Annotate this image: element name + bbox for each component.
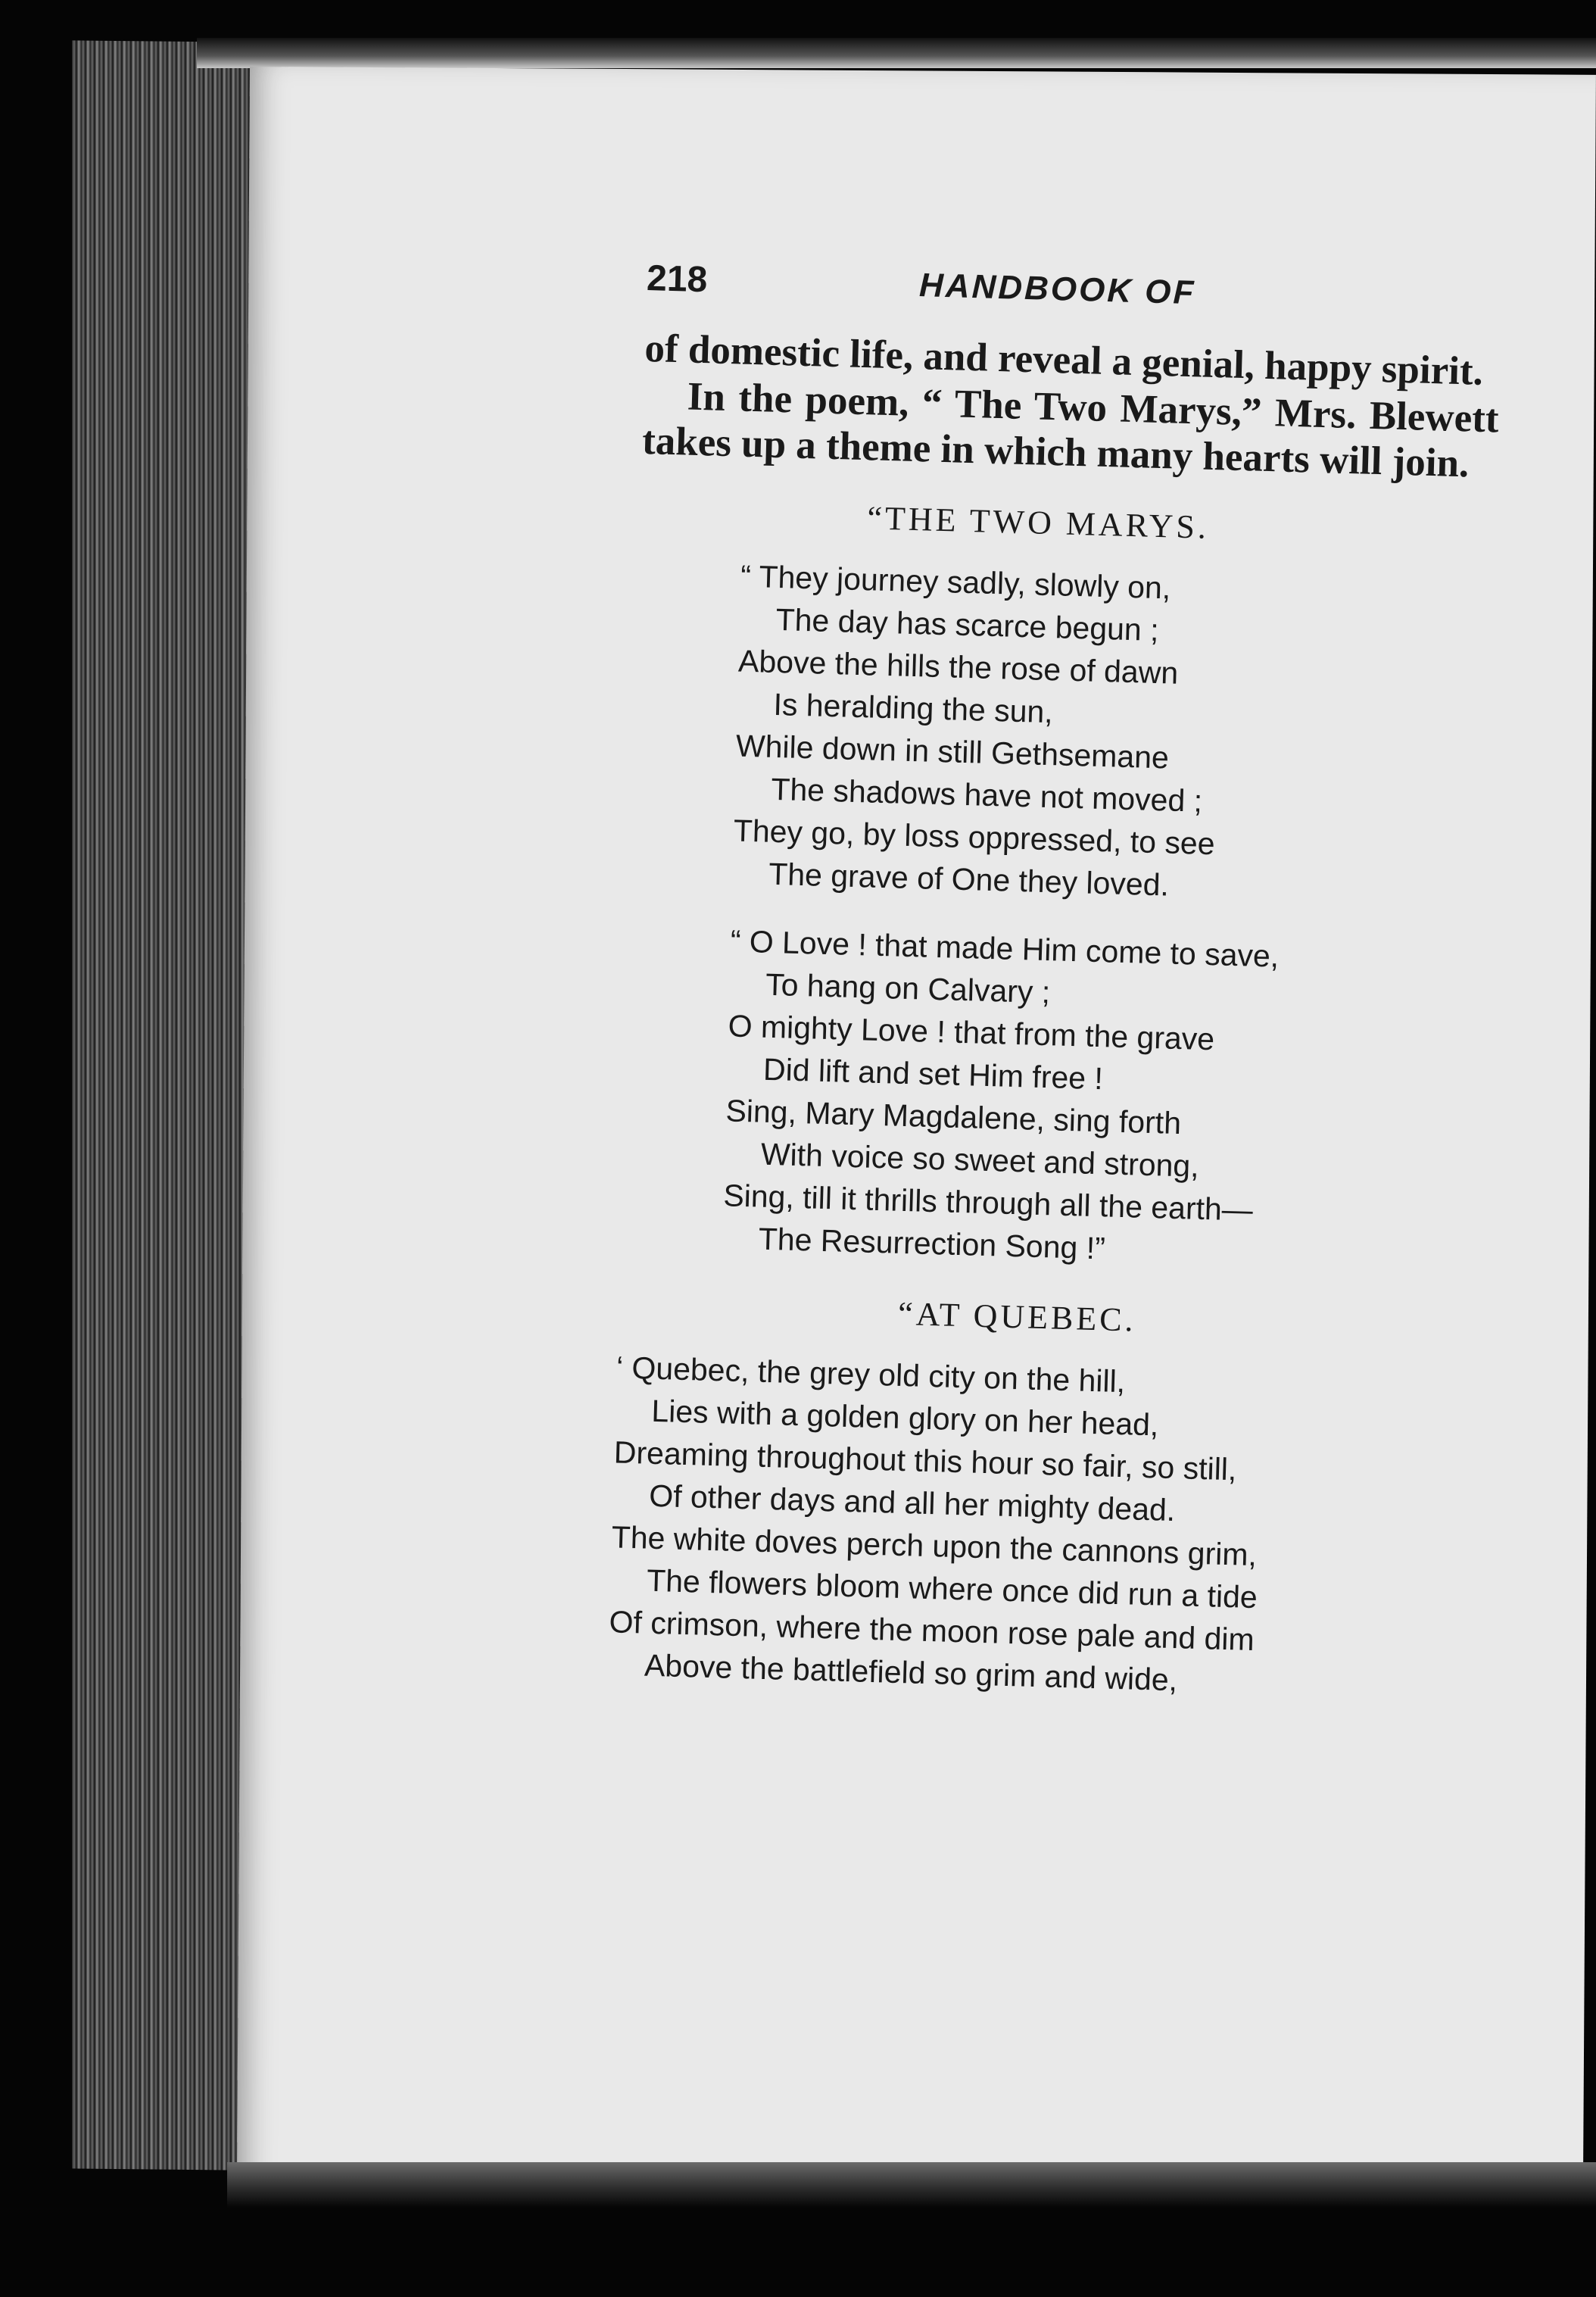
poem-stanza-2 xyxy=(619,917,1484,1280)
poem-line: The grave of One they loved. xyxy=(768,856,1170,903)
poem-line: The white doves perch upon the cannons grim, xyxy=(611,1519,1258,1573)
poem-line: To hang on Calvary ; xyxy=(765,966,1051,1010)
poem-line: The shadows have not moved ; xyxy=(770,771,1203,819)
poem-line: The flowers bloom where once did run a tide xyxy=(646,1562,1258,1615)
poem-line: They go, by loss oppressed, to see xyxy=(733,813,1216,862)
poem-stanza-1 xyxy=(630,552,1495,915)
poem-line: With voice so sweet and strong, xyxy=(760,1136,1200,1184)
page-content xyxy=(606,257,1502,1735)
poem-line: Above the hills the rose of dawn xyxy=(737,643,1179,691)
poem-line: Above the battlefield so grim and wide, xyxy=(644,1647,1178,1698)
paragraph-1: of domestic life, and reveal a genial, happy spirit. xyxy=(644,326,1484,394)
poem-line: Of crimson, where the moon rose pale and dim xyxy=(609,1604,1255,1658)
poem-line: While down in still Gethsemane xyxy=(735,728,1170,776)
poem-line: Lies with a golden glory on her head, xyxy=(650,1393,1159,1443)
poem-line: Of other days and all her mighty dead. xyxy=(648,1478,1176,1528)
poem-line: Is heralding the sun, xyxy=(772,686,1054,730)
page-bottom-shadow xyxy=(227,2162,1596,2208)
poem-line: Dreaming throughout this hour so fair, so still, xyxy=(613,1434,1237,1487)
poem-title-two-marys: “THE TWO MARYS. xyxy=(866,499,1210,546)
poem-line: O mighty Love ! that from the grave xyxy=(728,1008,1215,1057)
poem-line: Sing, till it thrills through all the earth— xyxy=(722,1178,1254,1228)
poem-line: Sing, Mary Magdalene, sing forth xyxy=(725,1093,1182,1141)
page-number: 218 xyxy=(646,257,709,301)
poem-title-at-quebec: “AT QUEBEC. xyxy=(897,1294,1137,1339)
poem-line: “ They journey sadly, slowly on, xyxy=(740,558,1171,606)
poem-line: The Resurrection Song !” xyxy=(758,1221,1106,1266)
poem-line: Did lift and set Him free ! xyxy=(762,1051,1104,1097)
poem-line: ‘ Quebec, the grey old city on the hill, xyxy=(616,1350,1126,1400)
book-top-edge xyxy=(197,38,1596,68)
running-title: HANDBOOK OF xyxy=(918,267,1197,312)
poem-stanza-quebec xyxy=(607,1346,1472,1709)
poem-line: The day has scarce begun ; xyxy=(775,601,1160,648)
paragraph-2: In the poem, “ The Two Marys,” Mrs. Blewett takes up a theme in which many hearts will join. xyxy=(641,374,1500,486)
poem-line: “ O Love ! that made Him come to save, xyxy=(730,923,1280,974)
